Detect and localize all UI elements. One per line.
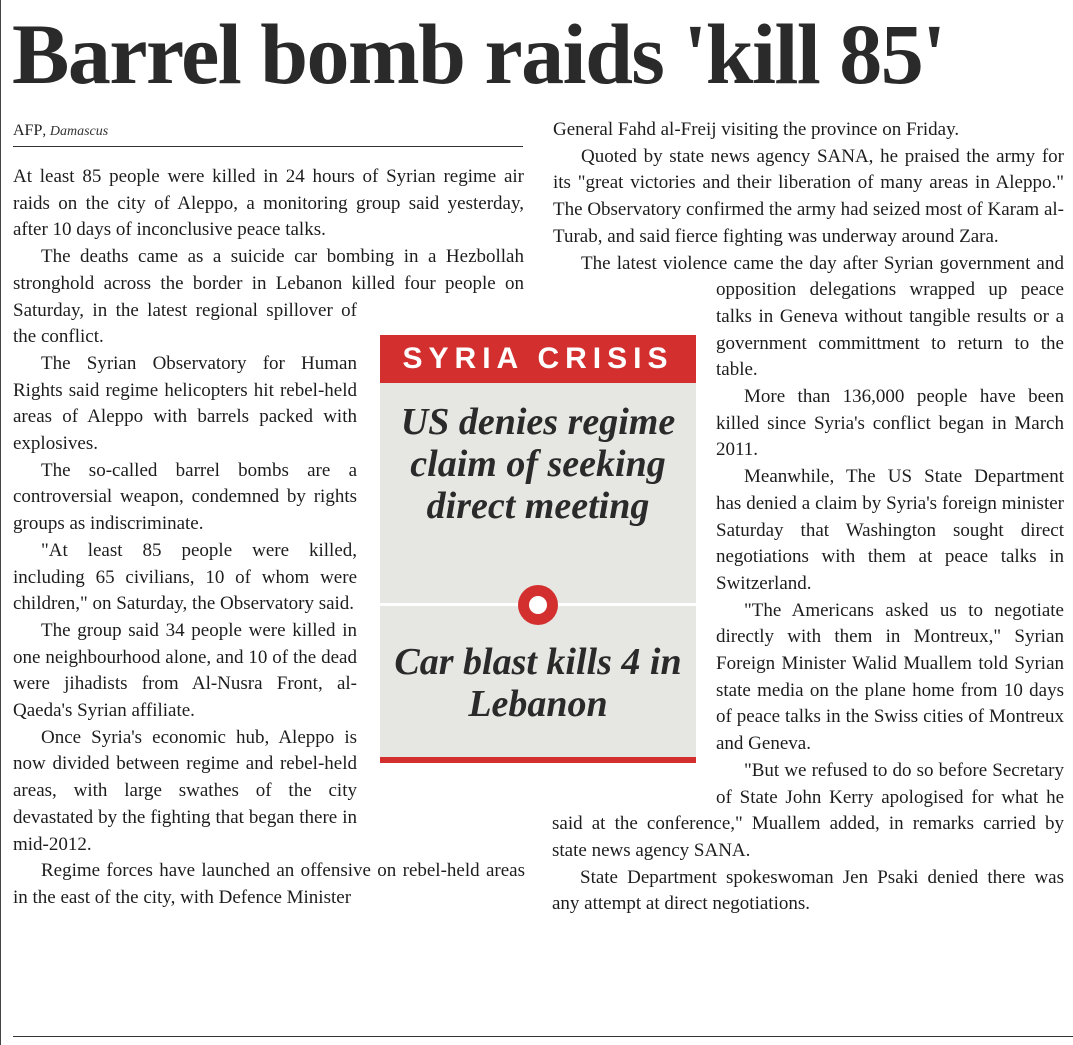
bullet-icon	[518, 585, 558, 625]
sidebar-story-2: Car blast kills 4 in Lebanon	[394, 641, 682, 725]
sidebar-story-1: US denies regime claim of seeking direct meeting	[400, 401, 676, 527]
paragraph: The latest violence came the day after Syrian government and opposition delegations wrapped up peace talks in Geneva without tangible results or a government committment to return to the table.	[581, 252, 1064, 381]
bottom-rule	[13, 1036, 1073, 1037]
byline-agency: AFP	[13, 122, 43, 139]
paragraph: At least 85 people were killed in 24 hours of Syrian regime air raids on the city of Aleppo, a monitoring group said yesterday, after 10 days of inconclusive peace talks.	[13, 166, 524, 241]
paragraph: Quoted by state news agency SANA, he praised the army for its "great victories and their liberation of many areas in Aleppo." The Observatory confirmed the army had seized most of Karam al-Turab, and said fierce fighting was underway around Zara.	[553, 145, 1064, 247]
sidebar-label: SYRIA CRISIS	[380, 335, 696, 383]
paragraph: Meanwhile, The US State Department has denied a claim by Syria's foreign minister Saturday that Washington sought direct negotiations with them at peace talks in Switzerland.	[716, 466, 1064, 594]
paragraph: "The Americans asked us to negotiate directly with them in Montreux," Syrian Foreign Minister Walid Muallem told Syrian state media on the plane home from 10 days of peace talks in the Swiss cities of Montreux and Geneva.	[716, 599, 1064, 755]
paragraph: The group said 34 people were killed in one neighbourhood alone, and 10 of the dead were jihadists from Al-Nusra Front, al-Qaeda's Syrian affiliate.	[13, 619, 357, 722]
paragraph: State Department spokeswoman Jen Psaki denied there was any attempt at direct negotiations.	[552, 866, 1064, 915]
byline-place: Damascus	[49, 124, 109, 139]
paragraph: The deaths came as a suicide car bombing in a Hezbollah stronghold across the border in Lebanon killed four people on Saturday, in the latest regional spillover of the conflict.	[13, 246, 524, 348]
syria-crisis-sidebar	[380, 335, 696, 763]
paragraph: "But we refused to do so before Secretary of State John Kerry apologised for what he said at the conference," Muallem added, in remarks carried by state news agency SANA.	[552, 759, 1064, 861]
headline: Barrel bomb raids 'kill 85'	[12, 6, 945, 102]
left-column-rule	[0, 0, 1, 1045]
paragraph: The so-called barrel bombs are a controversial weapon, condemned by rights groups as indiscriminate.	[13, 459, 357, 535]
paragraph: The Syrian Observatory for Human Rights said regime helicopters hit rebel-held areas of Aleppo with barrels packed with explosives.	[13, 352, 357, 455]
byline: AFP, Damascus	[13, 120, 523, 147]
paragraph: Regime forces have launched an offensive on rebel-held areas in the east of the city, with Defence Minister	[13, 860, 525, 908]
paragraph: More than 136,000 people have been killed since Syria's conflict began in March 2011.	[716, 386, 1064, 461]
paragraph: Once Syria's economic hub, Aleppo is now divided between regime and rebel-held areas, with large swathes of the city devastated by the fighting that began there in mid-2012.	[13, 726, 357, 855]
paragraph: "At least 85 people were killed, including 65 civilians, 10 of whom were children," on Saturday, the Observatory said.	[13, 539, 357, 615]
sidebar-bottom-bar	[380, 757, 696, 763]
paragraph: General Fahd al-Freij visiting the province on Friday.	[553, 119, 960, 140]
